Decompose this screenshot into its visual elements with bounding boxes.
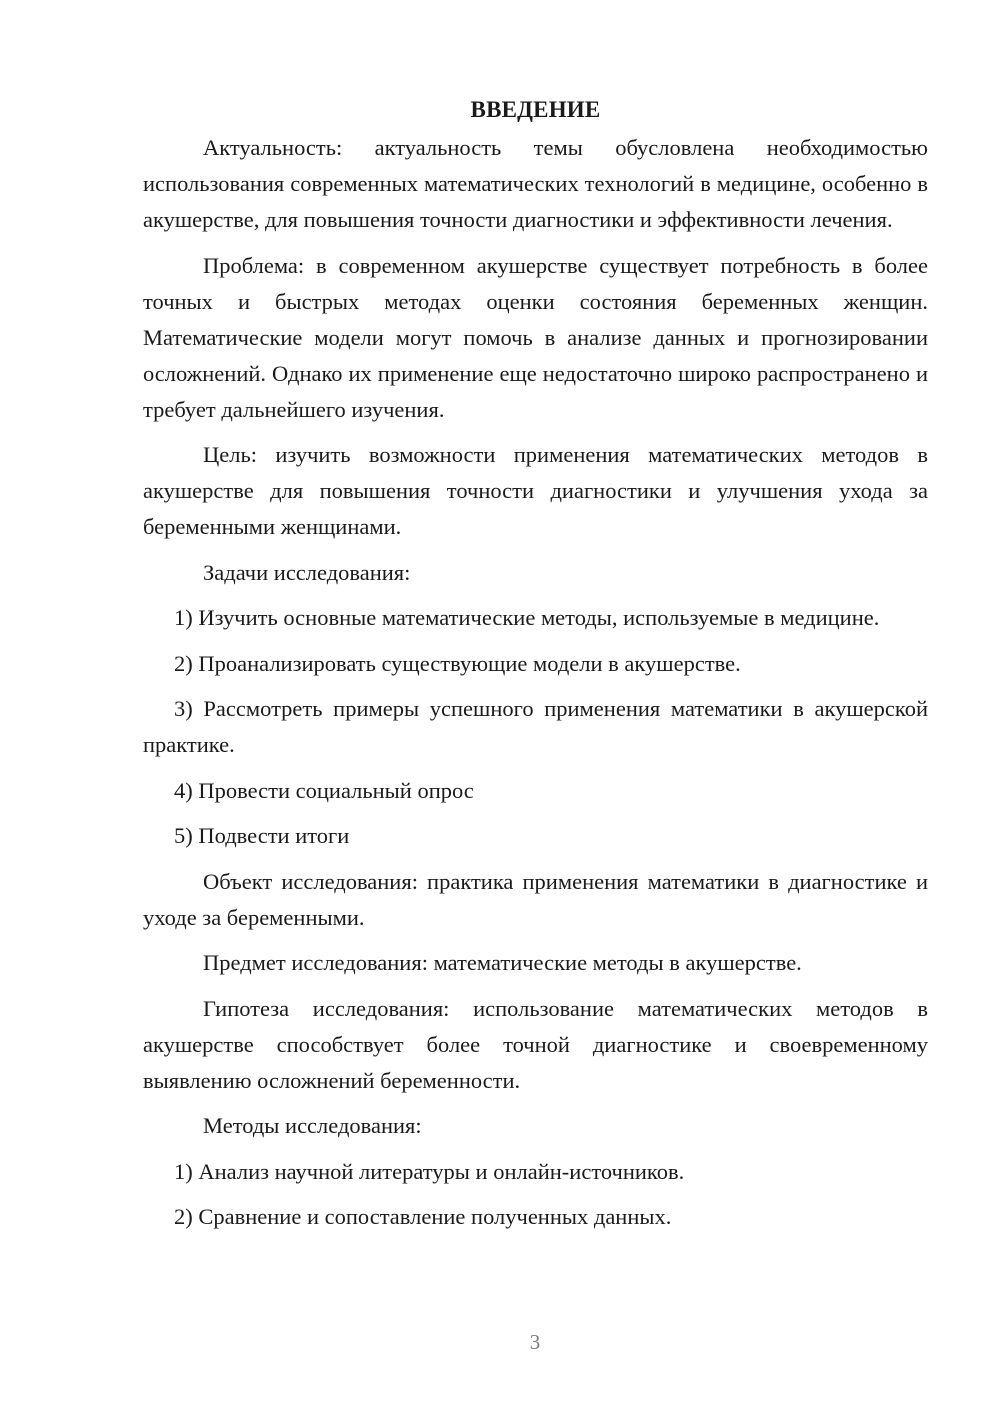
- task-item: 3) Рассмотреть примеры успешного применения математики в акушерской практике.: [143, 696, 928, 757]
- document-page: [143, 92, 928, 1245]
- goal-paragraph: Цель: изучить возможности применения математических методов в акушерстве для повышения точности диагностики и улучшения ухода за беременными женщинами.: [143, 442, 928, 539]
- subject-paragraph: Предмет исследования: математические методы в акушерстве.: [203, 950, 802, 975]
- method-item: 2) Сравнение и сопоставление полученных данных.: [174, 1204, 672, 1229]
- section-title: ВВЕДЕНИЕ: [470, 97, 601, 122]
- method-item: 1) Анализ научной литературы и онлайн-источников.: [174, 1158, 685, 1184]
- page-number: 3: [529, 1330, 541, 1354]
- task-item: 4) Провести социальный опрос: [174, 777, 474, 803]
- task-item: 5) Подвести итоги: [174, 823, 350, 848]
- tasks-heading: Задачи исследования:: [203, 559, 411, 585]
- task-item: 1) Изучить основные математические методы, используемые в медицине.: [174, 605, 880, 630]
- task-item: 2) Проанализировать существующие модели в акушерстве.: [174, 650, 741, 676]
- object-paragraph: Объект исследования: практика применения математики в диагностике и уходе за беременными.: [143, 868, 928, 930]
- hypothesis-paragraph: Гипотеза исследования: использование математических методов в акушерстве способствует более точной диагностике и своевременному выявлению осложнений беременности.: [143, 995, 928, 1093]
- problem-paragraph: Проблема: в современном акушерстве существует потребность в более точных и быстрых методах оценки состояния беременных женщин. Математические модели могут помочь в анализе данных и прогнозировании осложнений. Однако их применение еще недостаточно широко распространено и требует дальнейшего изучения.: [143, 252, 928, 422]
- methods-heading: Методы исследования:: [203, 1113, 422, 1138]
- relevance-paragraph: Актуальность: актуальность темы обусловлена необходимостью использования современных математических технологий в медицине, особенно в акушерстве, для повышения точности диагностики и эффективности лечения.: [143, 135, 928, 232]
